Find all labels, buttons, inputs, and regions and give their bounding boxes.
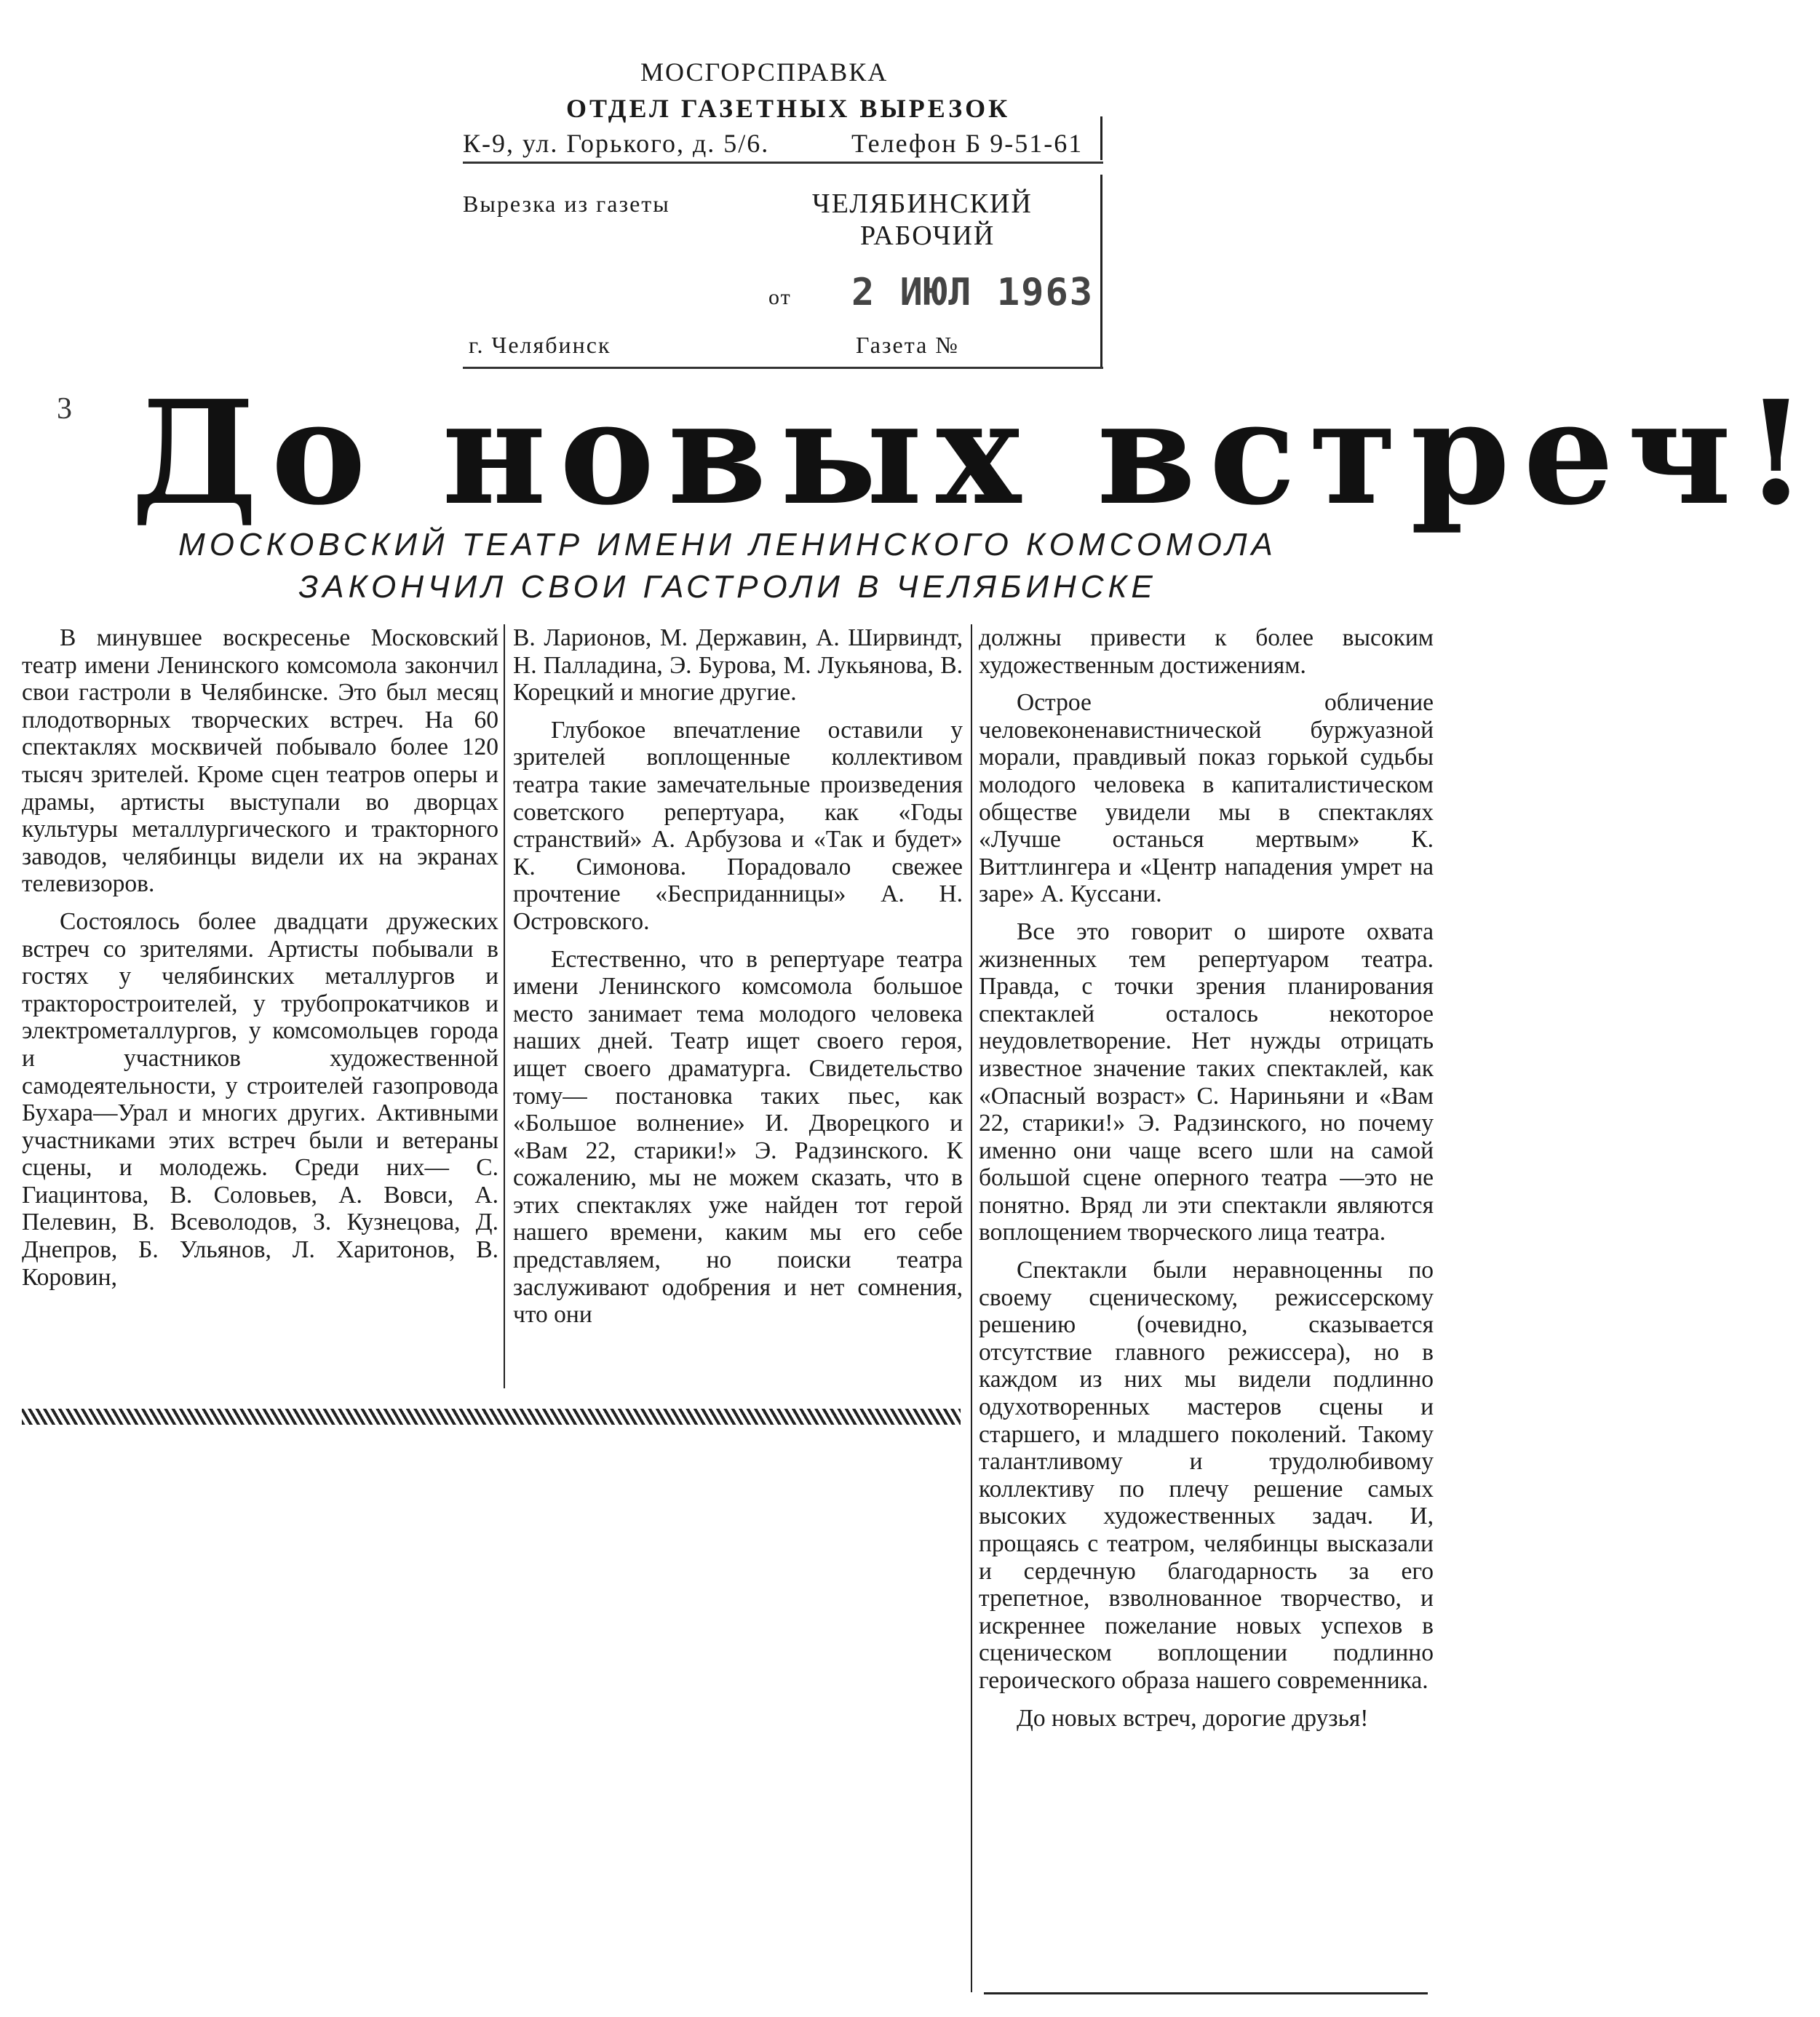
paragraph: Глубокое впечатление оставили у зрителей воплощенные коллективом театра такие замечательные произведения советского репертуара, как «Годы странствий» А. Арбузова и «Так и будет» К. Симонова. Порадовало свежее прочтение «Бесприданницы» А. Н. Островского. bbox=[513, 716, 963, 935]
stamp-frame-right bbox=[1100, 175, 1102, 367]
paragraph: Спектакли были неравноценны по своему сценическому, режиссерскому решению (очевидно, сказывается отсутствие главного режиссера), но в каждом из них мы видели подлинно одухотворенных мастеров сцены и старшего, и младшего поколений. Такому талантливому и трудолюбивому коллективу по плечу решение самых высоких художественных задач. И, прощаясь с театром, челябинцы высказали и сердечную благодарность за его трепетное, взволнованное творчество, и искреннее пожелание новых успехов в сценическом воплощении подлинно героического образа нашего современника. bbox=[979, 1257, 1434, 1694]
article-headline: До новых встреч! bbox=[131, 370, 1820, 537]
paragraph: В минувшее воскресенье Московский театр имени Ленинского комсомола закончил свои гастроли в Челябинске. Это был месяц плодотворных творческих встреч. На 60 спектаклях москвичей побывало более 120 тысяч зрителей. Кроме сцен театров оперы и драмы, артисты выступали во дворцах культуры металлургического и тракторного заводов, челябинцы видели их на экранах телевизоров. bbox=[22, 624, 498, 898]
subheadline-line1: МОСКОВСКИЙ ТЕАТР ИМЕНИ ЛЕНИНСКОГО КОМСОМОЛА bbox=[178, 527, 1277, 562]
column-divider bbox=[971, 624, 972, 1992]
hatched-divider bbox=[22, 1409, 961, 1425]
stamp-date: 2 ИЮЛ 1963 bbox=[851, 271, 1094, 314]
column-divider bbox=[504, 624, 505, 1388]
paragraph: Все это говорит о широте охвата жизненных тем репертуаром театра. Правда, с точки зрения планирования спектаклей осталось некоторое неудовлетворение. Нет нужды отрицать известное значение таких спектаклей, как «Опасный возраст» С. Нариньяни и «Вам 22, старики!» Э. Радзинского, но почему именно они чаще всего шли на самой большой сцене оперного театра —это не понятно. Вряд ли эти спектакли являются воплощением творческого лица театра. bbox=[979, 918, 1434, 1246]
stamp-gazette-no: Газета № bbox=[856, 332, 959, 358]
stamp-newspaper-line2: РАБОЧИЙ bbox=[860, 220, 996, 251]
paragraph: В. Ларионов, М. Державин, А. Ширвиндт, Н. Палладина, Э. Бурова, М. Лукьянова, В. Корецкий и многие другие. bbox=[513, 624, 963, 707]
stamp-city: г. Челябинск bbox=[469, 332, 611, 358]
article-column-3 bbox=[979, 624, 1434, 1978]
paragraph: Острое обличение человеконенавистнической буржуазной морали, правдивый показ горькой судьбы молодого человека в капиталистическом обществе увидели мы в спектаклях «Лучше останься мертвым» К. Виттлингера и «Центр нападения умрет на заре» А. Куссани. bbox=[979, 689, 1434, 908]
stamp-rule-top bbox=[463, 162, 1103, 164]
stamp-frame-line bbox=[1100, 116, 1102, 160]
stamp-date-prefix: от bbox=[768, 285, 792, 309]
stamp-rule-bottom bbox=[463, 367, 1103, 369]
stamp-phone: Телефон Б 9-51-61 bbox=[851, 129, 1084, 158]
subheadline-line2: ЗАКОНЧИЛ СВОИ ГАСТРОЛИ В ЧЕЛЯБИНСКЕ bbox=[298, 569, 1157, 605]
article-subheadline bbox=[146, 524, 1310, 608]
paragraph: Естественно, что в репертуаре театра имени Ленинского комсомола большое место занимает тема молодого человека наших дней. Театр ищет своего героя, ищет своего драматурга. Свидетельство тому— постановка таких пьес, как «Большое волнение» И. Дворецкого и «Вам 22, старики!» Э. Радзинского. К сожалению, мы не можем сказать, что в этих спектаклях уже найден тот герой нашего времени, каким мы его себе представляем, но поиски театра заслуживают одобрения и нет сомнения, что они bbox=[513, 945, 963, 1329]
stamp-newspaper-line1: ЧЕЛЯБИНСКИЙ bbox=[812, 188, 1033, 219]
paragraph: Состоялось более двадцати дружеских встреч со зрителями. Артисты побывали в гостях у челябинских металлургов и тракторостроителей, у трубопрокатчиков и электрометаллургов, у комсомольцев города и участников художественной самодеятельности, у строителей газопровода Бухара—Урал и многих других. Активными участниками этих встреч были и ветераны сцены, и молодежь. Среди них— С. Гиацинтова, В. Соловьев, А. Вовси, А. Пелевин, В. Всеволодов, З. Кузнецова, Д. Днепров, Б. Ульянов, Л. Харитонов, В. Коровин, bbox=[22, 907, 498, 1291]
stamp-address: К-9, ул. Горького, д. 5/6. bbox=[463, 129, 770, 158]
paragraph: До новых встреч, дорогие друзья! bbox=[1017, 1704, 1369, 1732]
margin-mark: 3 bbox=[57, 392, 72, 426]
paragraph: должны привести к более высоким художественным достижениям. bbox=[979, 624, 1434, 679]
stamp-clipping-label: Вырезка из газеты bbox=[463, 191, 670, 217]
article-end-rule bbox=[984, 1992, 1428, 1994]
article-column-2 bbox=[513, 624, 963, 1381]
stamp-agency: МОСГОРСПРАВКА bbox=[640, 57, 889, 87]
stamp-department: ОТДЕЛ ГАЗЕТНЫХ ВЫРЕЗОК bbox=[566, 94, 1011, 123]
article-column-1 bbox=[22, 624, 498, 1381]
